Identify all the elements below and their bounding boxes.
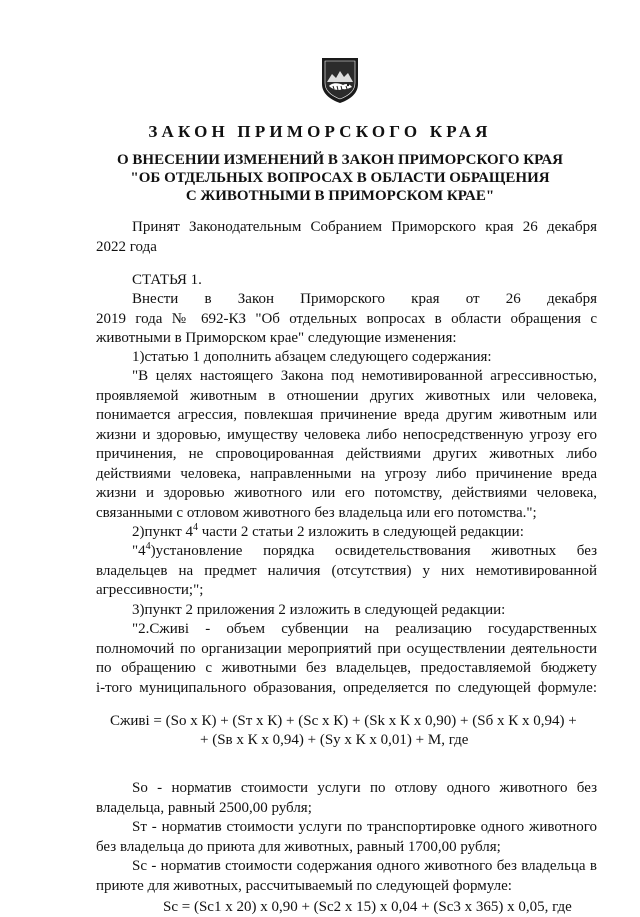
subtitle-line: О ВНЕСЕНИИ ИЗМЕНЕНИЙ В ЗАКОН ПРИМОРСКОГО КРАЯ	[117, 152, 563, 168]
text-line: по обращению с животными без владельцев, предоставляемой бюджету	[96, 660, 597, 676]
item-2-text: части 2 статьи 2 изложить в следующей редакции:	[197, 524, 524, 540]
so-paragraph	[96, 779, 597, 818]
law-subtitle	[90, 151, 590, 205]
text-line: Sт - норматив стоимости услуги по транспортировке одного животного	[132, 819, 597, 835]
formula-line: Сживі = (So x К) + (Sт x К) + (Sc x К) + (Sk x К x 0,90) + (Sб x К x 0,94) +	[110, 713, 577, 729]
text-line: Sc - норматив стоимости содержания одного животного без владельца в	[132, 858, 597, 874]
adopted-paragraph	[96, 218, 597, 257]
intro-paragraph	[96, 290, 597, 349]
text-line: полномочий по организации мероприятий при осуществлении деятельности	[96, 640, 597, 657]
superscript: 4	[145, 542, 151, 552]
quote-2-paragraph	[96, 542, 597, 601]
article-heading: СТАТЬЯ 1.	[132, 272, 202, 288]
text-line: владельца, равный 2500,00 рубля;	[96, 799, 312, 816]
text-line: i-того муниципального образования, определяется по следующей формуле:	[96, 679, 597, 696]
text-line: животными в Приморском крае" следующие изменения:	[96, 330, 457, 346]
text-line: "2.Сживі - объем субвенции на реализацию государственных	[132, 621, 597, 637]
text-line: понимается агрессия, повлекшая причинение вреда другим животным или	[96, 407, 597, 423]
subtitle-line: "ОБ ОТДЕЛЬНЫХ ВОПРОСАХ В ОБЛАСТИ ОБРАЩЕНИЯ	[130, 170, 550, 186]
text-line: So - норматив стоимости услуги по отлову одного животного без	[132, 780, 597, 796]
text-line: причинения, не спровоцированная действиями других животных либо	[96, 446, 597, 462]
text-line: жизни и здоровью, имуществу человека либо непосредственную угрозу его	[96, 426, 597, 443]
text-line: 2022 года	[96, 238, 157, 255]
quote-2-text: )установление порядка освидетельствования животных без	[150, 543, 597, 559]
text-line	[96, 542, 597, 562]
sc-paragraph	[96, 857, 597, 896]
text-line: без владельца до приюта для животных, равный 1700,00 рубля;	[96, 838, 501, 855]
item-1: 1)статью 1 дополнить абзацем следующего содержания:	[132, 349, 492, 365]
item-2-text: 2)пункт 4	[132, 524, 193, 540]
text-line: владельцев на предмет наличия (отсутствия) у них немотивированной	[96, 562, 597, 579]
formula-line: Sc = (Sc1 x 20) x 0,90 + (Sc2 x 15) x 0,04 + (Sc3 x 365) x 0,05, где	[163, 899, 572, 915]
text-line: жизни и здоровью животного или его потомству, действиями человека,	[96, 485, 597, 501]
quote-2-prefix: "4	[132, 543, 146, 559]
text-line: 2019 года № 692-КЗ "Об отдельных вопросах в области обращения с	[96, 310, 597, 327]
item-3: 3)пункт 2 приложения 2 изложить в следующей редакции:	[132, 602, 506, 618]
text-line: приюте для животных, рассчитываемый по следующей формуле:	[96, 877, 512, 894]
item-2	[132, 523, 524, 543]
quote-1-paragraph	[96, 367, 597, 523]
text-line: Внести в Закон Приморского края от 26 декабря	[132, 291, 597, 307]
text-line: проявляемой животным в отношении других животных или человека,	[96, 387, 597, 404]
text-line: агрессивности;";	[96, 582, 204, 598]
text-line: Принят Законодательным Собранием Приморского края 26 декабря	[132, 219, 597, 235]
law-title: ЗАКОН ПРИМОРСКОГО КРАЯ	[148, 122, 492, 141]
st-paragraph	[96, 818, 597, 857]
coat-of-arms-emblem	[319, 56, 361, 104]
formula-line: + (Sв x К x 0,94) + (Sу x К x 0,01) + М, где	[200, 732, 469, 748]
quote-3-paragraph	[96, 620, 597, 698]
subtitle-line: С ЖИВОТНЫМИ В ПРИМОРСКОМ КРАЕ"	[185, 188, 495, 204]
text-line: "В целях настоящего Закона под немотивированной агрессивностью,	[132, 368, 597, 384]
text-line: связанными с отловом животного без владельца или его потомства.";	[96, 504, 537, 521]
superscript: 4	[192, 522, 198, 533]
text-line: действиями человека, направленными на угрозу либо причинение вреда	[96, 465, 597, 482]
